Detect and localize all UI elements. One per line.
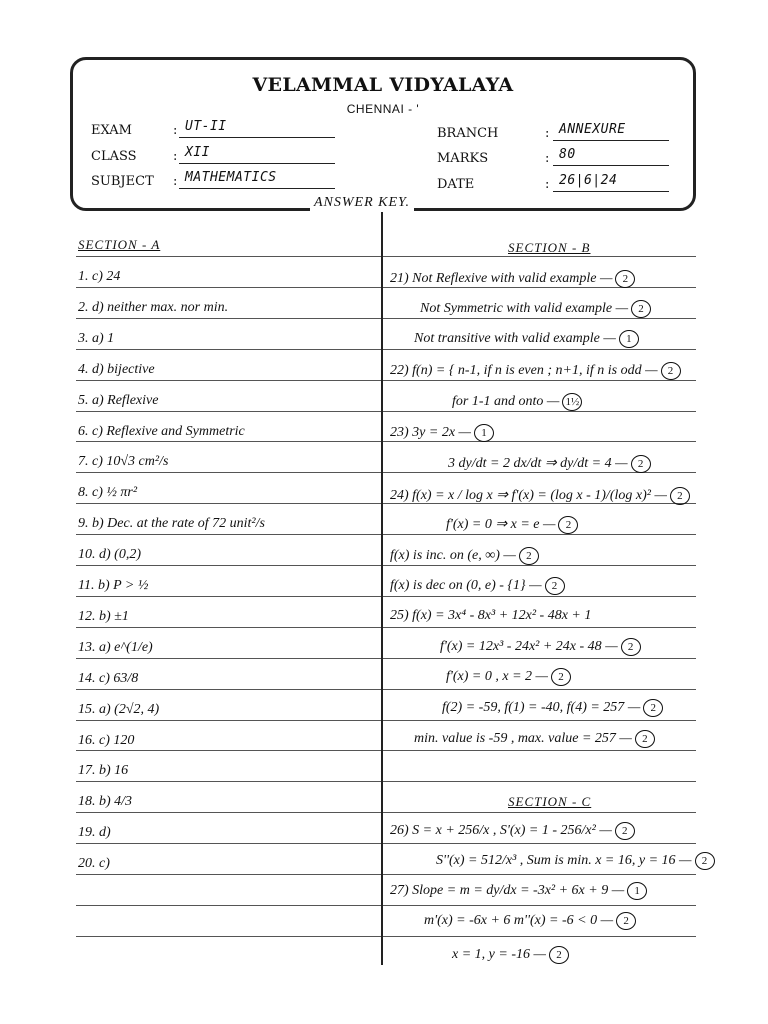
branch-value: ANNEXURE <box>553 123 669 141</box>
ruled-line <box>76 318 696 319</box>
section-b-line <box>390 487 690 505</box>
section-a-answer: 15. a) (2√2, 4) <box>78 702 160 717</box>
section-a-title: SECTION - A <box>78 237 161 252</box>
line-text: Not transitive with valid example <box>414 331 600 346</box>
section-b-line <box>442 699 663 717</box>
line-text: 22) f(n) = { n-1, if n is even ; n+1, if n is odd <box>390 363 642 378</box>
section-b-line <box>390 577 565 595</box>
circled-mark: 1 <box>627 882 647 900</box>
ruled-line <box>76 750 696 751</box>
circled-mark: 2 <box>661 362 681 380</box>
line-text: S''(x) = 512/x³ , Sum is min. x = 16, y = 16 <box>436 853 676 868</box>
date-label: DATE <box>437 177 475 192</box>
answer-key-title: ANSWER KEY. <box>310 195 414 211</box>
circled-mark: 2 <box>635 730 655 748</box>
class-label: CLASS <box>91 149 137 164</box>
mark-dash: — <box>641 363 658 378</box>
section-c-title: SECTION - C <box>508 794 592 809</box>
line-text: 25) f(x) = 3x⁴ - 8x³ + 12x² - 48x + 1 <box>390 608 592 623</box>
mark-dash: — <box>601 639 618 654</box>
subject-value: MATHEMATICS <box>179 171 335 189</box>
section-c-line <box>452 946 569 964</box>
mark-dash: — <box>543 394 560 409</box>
line-text: 26) S = x + 256/x , S'(x) = 1 - 256/x² <box>390 823 596 838</box>
section-a-answer: 19. d) <box>78 825 111 840</box>
section-b-line <box>446 516 578 534</box>
section-c-line <box>390 882 647 900</box>
date-colon: : <box>545 177 550 192</box>
section-a-answer: 4. d) bijective <box>78 362 155 377</box>
line-text: f(x) is inc. on (e, ∞) <box>390 548 500 563</box>
section-b-title: SECTION - B <box>508 240 591 255</box>
ruled-line <box>76 874 696 875</box>
section-a-answer: 2. d) neither max. nor min. <box>78 300 229 315</box>
date-value: 26|6|24 <box>553 174 669 192</box>
line-text: for 1-1 and onto <box>452 394 544 409</box>
circled-mark: 2 <box>615 822 635 840</box>
section-c-line <box>390 822 635 840</box>
ruled-line <box>76 812 696 813</box>
mark-dash: — <box>650 488 667 503</box>
exam-colon: : <box>173 123 178 138</box>
circled-mark: 2 <box>621 638 641 656</box>
circled-mark: 1½ <box>562 393 582 411</box>
line-text: min. value is -59 , max. value = 257 <box>414 731 616 746</box>
mark-dash: — <box>624 700 641 715</box>
ruled-line <box>76 720 696 721</box>
circled-mark: 2 <box>670 487 690 505</box>
ruled-line <box>76 843 696 844</box>
mark-dash: — <box>611 456 628 471</box>
section-a-answer: 13. a) e^(1/e) <box>78 640 153 655</box>
ruled-line <box>76 596 696 597</box>
mark-dash: — <box>675 853 692 868</box>
line-text: f'(x) = 0 , x = 2 <box>446 669 533 684</box>
section-b-line <box>446 668 571 686</box>
section-a-answer: 17. b) 16 <box>78 763 129 778</box>
mark-dash: — <box>597 913 614 928</box>
section-a-answer: 10. d) (0,2) <box>78 547 141 562</box>
line-text: f'(x) = 0 ⇒ x = e <box>446 517 540 532</box>
circled-mark: 2 <box>519 547 539 565</box>
city-name: CHENNAI - ' <box>346 102 420 116</box>
marks-value: 80 <box>553 148 669 166</box>
section-a-answer: 14. c) 63/8 <box>78 671 139 686</box>
header-box <box>70 57 696 211</box>
mark-dash: — <box>532 669 548 684</box>
section-a-answer: 9. b) Dec. at the rate of 72 unit²/s <box>78 516 265 531</box>
ruled-line <box>76 411 696 412</box>
section-c-line <box>436 852 715 870</box>
ruled-line <box>76 441 696 442</box>
line-text: 24) f(x) = x / log x ⇒ f'(x) = (log x - 1)/(log x)² <box>390 488 651 503</box>
section-a-answer: 12. b) ±1 <box>78 609 129 624</box>
section-b-line <box>390 424 494 442</box>
ruled-line <box>76 689 696 690</box>
marks-label: MARKS <box>437 151 489 166</box>
class-colon: : <box>173 149 178 164</box>
ruled-line <box>76 658 696 659</box>
class-value: XII <box>179 146 335 164</box>
line-text: 27) Slope = m = dy/dx = -3x² + 6x + 9 <box>390 883 609 898</box>
exam-label: EXAM <box>91 123 132 138</box>
ruled-line <box>76 905 696 906</box>
section-b-line <box>390 547 539 565</box>
section-b-line <box>390 608 591 624</box>
marks-colon: : <box>545 151 550 166</box>
section-b-line <box>448 455 651 473</box>
mark-dash: — <box>599 331 616 346</box>
circled-mark: 2 <box>615 270 635 288</box>
exam-value: UT-II <box>179 120 335 138</box>
mark-dash: — <box>539 517 556 532</box>
circled-mark: 2 <box>695 852 715 870</box>
circled-mark: 1 <box>619 330 639 348</box>
section-b-line <box>420 300 651 318</box>
subject-colon: : <box>173 174 178 189</box>
ruled-line <box>76 534 696 535</box>
section-a-answer: 7. c) 10√3 cm²/s <box>78 454 169 469</box>
section-a-answer: 5. a) Reflexive <box>78 393 159 408</box>
branch-label: BRANCH <box>437 126 499 141</box>
section-b-line <box>452 393 582 411</box>
circled-mark: 2 <box>643 699 663 717</box>
section-c-line <box>424 912 636 930</box>
line-text: m'(x) = -6x + 6 m''(x) = -6 < 0 <box>424 913 598 928</box>
ruled-line <box>76 380 696 381</box>
ruled-line <box>76 256 696 257</box>
section-a-answer: 20. c) <box>78 856 110 871</box>
mark-dash: — <box>499 548 516 563</box>
line-text: Not Symmetric with valid example <box>420 301 613 316</box>
line-text: f(x) is dec on (0, e) - {1} <box>390 578 526 593</box>
mark-dash: — <box>595 823 612 838</box>
mark-dash: — <box>608 883 625 898</box>
line-text: x = 1, y = -16 <box>452 947 530 962</box>
section-b-line <box>440 638 641 656</box>
school-name: VELAMMAL VIDYALAYA <box>252 74 514 96</box>
line-text: 21) Not Reflexive with valid example <box>390 271 597 286</box>
circled-mark: 2 <box>551 668 571 686</box>
line-text: 3 dy/dt = 2 dx/dt ⇒ dy/dt = 4 <box>448 456 612 471</box>
circled-mark: 1 <box>474 424 494 442</box>
circled-mark: 2 <box>631 455 651 473</box>
section-b-line <box>390 270 635 288</box>
section-a-answer: 18. b) 4/3 <box>78 794 133 809</box>
branch-colon: : <box>545 126 550 141</box>
mark-dash: — <box>596 271 613 286</box>
section-a-answer: 11. b) P > ½ <box>78 578 149 593</box>
mark-dash: — <box>455 425 471 440</box>
circled-mark: 2 <box>545 577 565 595</box>
ruled-line <box>76 349 696 350</box>
ruled-line <box>76 936 696 937</box>
section-a-answer: 6. c) Reflexive and Symmetric <box>78 424 245 439</box>
section-b-line <box>390 362 681 380</box>
line-text: f'(x) = 12x³ - 24x² + 24x - 48 <box>440 639 602 654</box>
ruled-line <box>76 565 696 566</box>
mark-dash: — <box>525 578 542 593</box>
section-b-line <box>414 330 639 348</box>
section-a-answer: 3. a) 1 <box>78 331 115 346</box>
circled-mark: 2 <box>558 516 578 534</box>
section-a-answer: 1. c) 24 <box>78 269 121 284</box>
section-a-answer: 8. c) ½ πr² <box>78 485 138 500</box>
column-divider <box>381 212 383 965</box>
mark-dash: — <box>612 301 629 316</box>
mark-dash: — <box>615 731 632 746</box>
circled-mark: 2 <box>616 912 636 930</box>
ruled-line <box>76 627 696 628</box>
section-a-answer: 16. c) 120 <box>78 733 135 748</box>
line-text: 23) 3y = 2x <box>390 425 456 440</box>
circled-mark: 2 <box>549 946 569 964</box>
section-b-line <box>414 730 655 748</box>
ruled-line <box>76 781 696 782</box>
line-text: f(2) = -59, f(1) = -40, f(4) = 257 <box>442 700 625 715</box>
subject-label: SUBJECT <box>91 174 154 189</box>
circled-mark: 2 <box>631 300 651 318</box>
mark-dash: — <box>529 947 546 962</box>
